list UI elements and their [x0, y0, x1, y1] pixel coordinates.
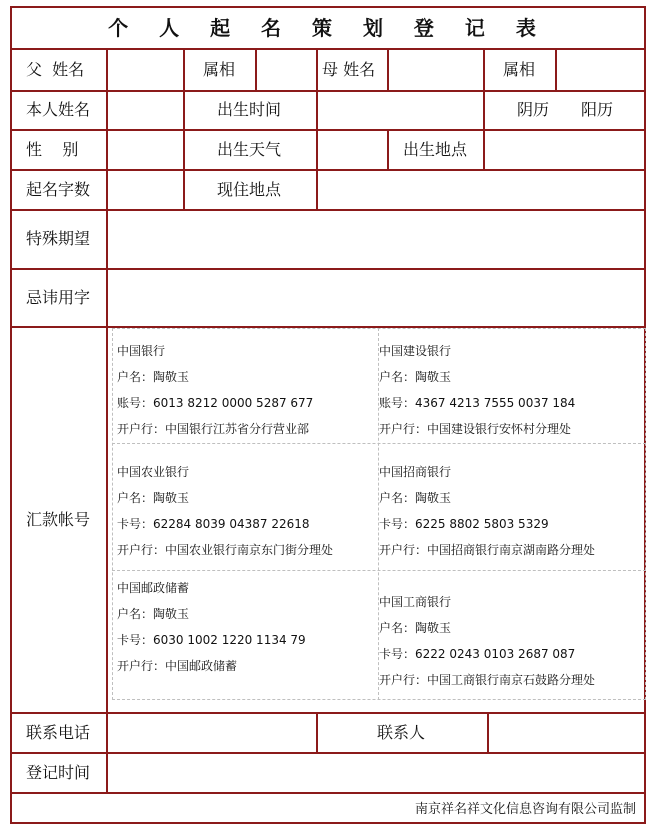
- bank-account: 卡号：6222 0243 0103 2687 087: [379, 647, 576, 661]
- bank-name: 中国农业银行: [117, 465, 190, 479]
- current-address-field[interactable]: [318, 171, 644, 209]
- contact-field[interactable]: [489, 714, 644, 752]
- bank-branch: 开户行：中国银行江苏省分行营业部: [117, 422, 310, 436]
- mother-zodiac-field[interactable]: [557, 50, 644, 90]
- mother-name-field[interactable]: [389, 50, 483, 90]
- bank-branch: 开户行：中国建设银行安怀村分理处: [379, 422, 572, 436]
- form-title: 个 人 起 名 策 划 登 记 表: [108, 16, 548, 40]
- label-father-name: 父 姓名: [26, 60, 85, 79]
- column-divider: [183, 90, 185, 131]
- father-name-field[interactable]: [108, 50, 183, 90]
- bank-holder: 户名：陶敬玉: [379, 370, 452, 384]
- label-self-name: 本人姓名: [26, 100, 91, 119]
- bank-branch: 开户行：中国招商银行南京湖南路分理处: [379, 543, 596, 557]
- bank-branch: 开户行：中国农业银行南京东门街分理处: [117, 543, 334, 557]
- bank-entry-boc: [117, 338, 313, 442]
- phone-field[interactable]: [108, 714, 316, 752]
- bank-holder: 户名：陶敬玉: [117, 370, 190, 384]
- bank-account: 账号：4367 4213 7555 0037 184: [379, 396, 576, 410]
- label-special-wish: 特殊期望: [26, 229, 91, 248]
- label-phone: 联系电话: [26, 723, 91, 742]
- bank-holder: 户名：陶敬玉: [379, 491, 452, 505]
- self-name-field[interactable]: [108, 92, 183, 129]
- bank-branch: 开户行：中国工商银行南京石鼓路分理处: [379, 673, 596, 687]
- label-name-length: 起名字数: [26, 180, 91, 199]
- bank-entry-icbc: [379, 589, 595, 693]
- bank-name: 中国建设银行: [379, 344, 452, 358]
- father-zodiac-field[interactable]: [257, 50, 316, 90]
- label-zodiac-father: 属相: [203, 60, 236, 79]
- bank-account: 卡号：62284 8039 04387 22618: [117, 517, 310, 531]
- bank-account: 卡号：6030 1002 1220 1134 79: [117, 633, 306, 647]
- column-divider: [183, 48, 185, 92]
- column-divider: [183, 129, 185, 171]
- label-birth-time: 出生时间: [217, 100, 282, 119]
- bank-name: 中国招商银行: [379, 465, 452, 479]
- column-divider: [483, 90, 485, 131]
- bank-holder: 户名：陶敬玉: [379, 621, 452, 635]
- column-divider: [387, 129, 389, 171]
- reg-time-field[interactable]: [108, 754, 644, 792]
- label-contact: 联系人: [377, 723, 426, 742]
- bank-entry-psbc: [117, 575, 306, 679]
- label-taboo-chars: 忌讳用字: [26, 288, 91, 307]
- bank-account: 卡号：6225 8802 5803 5329: [379, 517, 549, 531]
- bank-account: 账号：6013 8212 0000 5287 677: [117, 396, 314, 410]
- column-divider: [316, 712, 318, 754]
- birth-place-field[interactable]: [485, 131, 644, 169]
- bank-entry-abc: [117, 459, 333, 563]
- bank-name: 中国银行: [117, 344, 166, 358]
- gender-field[interactable]: [108, 131, 183, 169]
- birth-weather-field[interactable]: [318, 131, 387, 169]
- column-divider: [483, 48, 485, 92]
- label-remit-account: 汇款帐号: [26, 510, 91, 529]
- column-divider: [183, 169, 185, 211]
- bank-entry-ccb: [379, 338, 575, 442]
- bank-holder: 户名：陶敬玉: [117, 491, 190, 505]
- column-divider: [316, 48, 318, 92]
- label-reg-time: 登记时间: [26, 763, 91, 782]
- label-birth-place: 出生地点: [403, 140, 468, 159]
- bank-name: 中国工商银行: [379, 595, 452, 609]
- bank-branch: 开户行：中国邮政储蓄: [117, 659, 238, 673]
- footer-credit: 南京祥名祥文化信息咨询有限公司监制: [414, 802, 636, 817]
- option-lunar[interactable]: 阴历: [517, 100, 550, 119]
- option-solar[interactable]: 阳历: [581, 100, 614, 119]
- label-birth-weather: 出生天气: [217, 140, 282, 159]
- birth-time-field[interactable]: [318, 92, 483, 129]
- label-mother-name: 母 姓名: [322, 60, 376, 79]
- bank-grid-divider: [112, 443, 646, 444]
- taboo-chars-field[interactable]: [108, 270, 644, 326]
- label-zodiac-mother: 属相: [503, 60, 536, 79]
- bank-grid-divider: [112, 570, 646, 571]
- label-current-address: 现住地点: [217, 180, 282, 199]
- label-gender: 性 别: [26, 140, 79, 159]
- bank-name: 中国邮政储蓄: [117, 581, 190, 595]
- bank-holder: 户名：陶敬玉: [117, 607, 190, 621]
- special-wish-field[interactable]: [108, 211, 644, 268]
- bank-entry-cmb: [379, 459, 595, 563]
- name-length-field[interactable]: [108, 171, 183, 209]
